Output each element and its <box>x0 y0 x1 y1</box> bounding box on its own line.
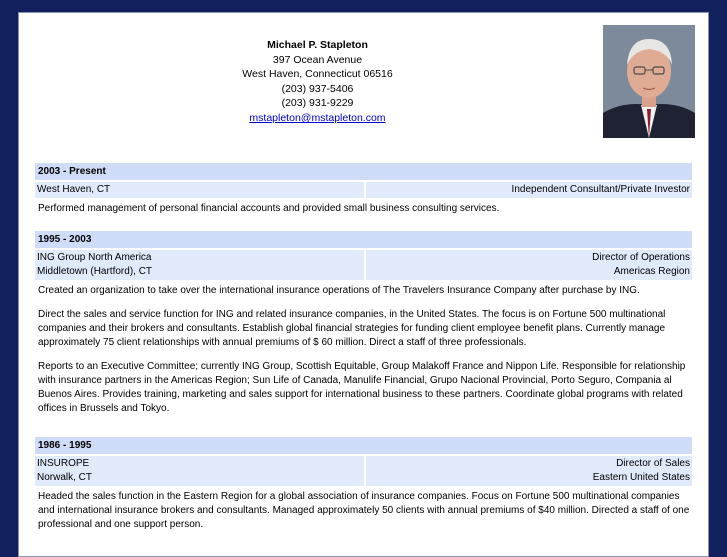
employer-cell <box>35 250 364 280</box>
contact-street: 397 Ocean Avenue <box>272 53 363 66</box>
contact-phone-1: (203) 937-5406 <box>281 82 354 95</box>
resume-page <box>18 12 709 557</box>
description-paragraph: Direct the sales and service function for ING and related insurance companies, in the United States. The focus is on Fortune 500 multinational companies and their brokers and consultants. Establish global financial strategies for funding client employee benefit plans. Currently manage approximately 75 client relationships with annual premiums of $ 60 million. Direct a staff of three professionals. <box>38 309 666 348</box>
description-paragraph: Created an organization to take over the international insurance operations of The Travelers Insurance Company after purchase by ING. <box>38 285 640 296</box>
info-row <box>35 182 692 198</box>
employer-location: Norwalk, CT <box>37 472 93 483</box>
job-title: Independent Consultant/Private Investor <box>511 184 690 195</box>
info-row <box>35 250 692 280</box>
period-bar: 2003 - Present <box>35 163 692 180</box>
experience-section-2 <box>35 231 692 419</box>
description-paragraph: Performed management of personal financial accounts and provided small business consulting services. <box>38 203 500 214</box>
contact-block <box>19 38 616 126</box>
job-title: Director of Operations <box>592 252 690 263</box>
employer-location: Middletown (Hartford), CT <box>37 266 153 277</box>
employer-cell <box>35 182 364 198</box>
job-region: Americas Region <box>613 266 690 277</box>
title-cell <box>366 250 692 280</box>
resume-header <box>19 13 708 163</box>
title-cell <box>366 456 692 486</box>
employer-cell <box>35 456 364 486</box>
info-row <box>35 456 692 486</box>
period-bar: 1986 - 1995 <box>35 437 692 454</box>
employer-name: ING Group North America <box>37 252 152 263</box>
title-cell <box>366 182 692 198</box>
job-region: Eastern United States <box>592 472 690 483</box>
portrait-photo <box>603 25 695 138</box>
description-paragraph: Headed the sales function in the Eastern Region for a global association of insurance companies. Focus on Fortune 500 multinational companies and international insurance brokers and consultants. Managed approximately 50 clients with annual premiums of $40 million. Directed a staff of one professional and one support person. <box>38 491 690 530</box>
employer-name: INSUROPE <box>37 458 90 469</box>
description-paragraph: Reports to an Executive Committee; currently ING Group, Scottish Equitable, Group Malakoff France and Nippon Life. Responsible for relationship with insurance partners in the Americas Region; Sun Life of Canada, Manulife Financial, Grupo Nacional Provincial, Porto Seguro, Compania al Buenos Aires. Provides training, marketing and sales support for international business to these partners. Coordinate global programs with related offices in Brussels and Tokyo. <box>38 361 686 414</box>
employer-location: West Haven, CT <box>37 184 111 195</box>
job-title: Director of Sales <box>616 458 690 469</box>
contact-phone-2: (203) 931-9229 <box>281 97 354 110</box>
portrait-illustration <box>603 25 695 138</box>
contact-email-link[interactable]: mstapleton@mstapleton.com <box>249 111 386 124</box>
experience-section-3 <box>35 437 692 535</box>
experience-section-1 <box>35 163 692 219</box>
period-bar: 1995 - 2003 <box>35 231 692 248</box>
contact-city: West Haven, Connecticut 06516 <box>242 68 393 81</box>
contact-name: Michael P. Stapleton <box>267 39 368 51</box>
